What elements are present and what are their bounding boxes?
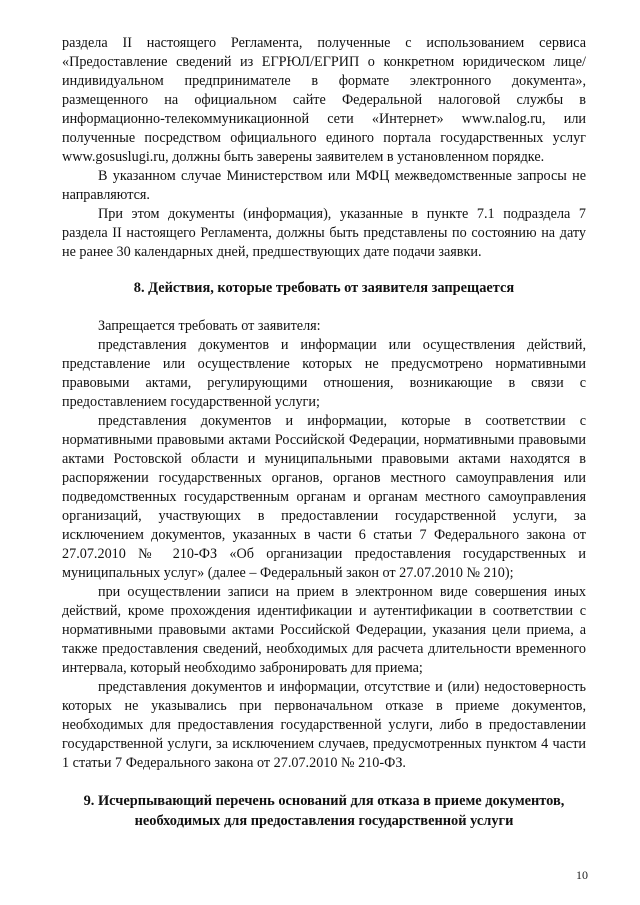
- paragraph-prohibited-item-3: при осуществлении записи на прием в электронном виде совершения иных действий, кроме прохождения идентификации и аутентификации в соответствии с нормативными правовыми актами Российской Федерации, указания цели приема, а также предоставления сведений, необходимых для расчета длительности временного интервала, который необходимо забронировать для приема;: [62, 584, 586, 676]
- section-9-heading: [62, 791, 586, 831]
- section-9-heading-line-1: 9. Исчерпывающий перечень оснований для отказа в приеме документов,: [83, 793, 565, 809]
- section-8-heading: 8. Действия, которые требовать от заявителя запрещается: [133, 280, 515, 296]
- paragraph-continuation: раздела II настоящего Регламента, полученные с использованием сервиса «Предоставление сведений из ЕГРЮЛ/ЕГРИП о конкретном юридическом лице/индивидуальном предпринимателе в формате электронного документа», размещенного на официальном сайте Федеральной налоговой службы в информационно-телекоммуникационной сети «Интернет» www.nalog.ru, или полученные посредством официального единого портала государственных услуг www.gosuslugi.ru, должны быть заверены заявителем в установленном порядке.: [62, 35, 586, 165]
- paragraph-prohibited-intro: Запрещается требовать от заявителя:: [98, 318, 321, 334]
- section-9-heading-line-2: необходимых для предоставления государственной услуги: [134, 813, 514, 829]
- paragraph-prohibited-item-2: представления документов и информации, которые в соответствии с нормативными правовыми актами Российской Федерации, нормативными правовыми актами Ростовской области и муниципальными правовыми актами находятся в распоряжении государственных органов, органов местного самоуправления или подведомственных государственным органам и органам местного самоуправления организаций, участвующих в предоставлении государственной услуги, за исключением документов, указанных в части 6 статьи 7 Федерального закона от 27.07.2010 № 210-ФЗ «Об организации предоставления государственных и муниципальных услуг» (далее – Федеральный закон от 27.07.2010 № 210);: [62, 413, 586, 581]
- paragraph-prohibited-item-1: представления документов и информации или осуществления действий, представление или осуществление которых не предусмотрено нормативными правовыми актами, регулирующими отношения, возникающие в связи с предоставлением государственной услуги;: [62, 337, 586, 410]
- page-number: 10: [576, 868, 588, 882]
- document-body: [62, 34, 586, 831]
- paragraph-documents-date: При этом документы (информация), указанные в пункте 7.1 подраздела 7 раздела II настоящего Регламента, должны быть представлены по состоянию на дату не ранее 30 календарных дней, предшествующих дате подачи заявки.: [62, 206, 586, 260]
- paragraph-no-requests: В указанном случае Министерством или МФЦ межведомственные запросы не направляются.: [62, 168, 586, 203]
- paragraph-prohibited-item-4: представления документов и информации, отсутствие и (или) недостоверность которых не указывались при первоначальном отказе в приеме документов, необходимых для предоставления государственной услуги, либо в предоставлении государственной услуги, за исключением случаев, предусмотренных пунктом 4 части 1 статьи 7 Федерального закона от 27.07.2010 № 210-ФЗ.: [62, 679, 586, 771]
